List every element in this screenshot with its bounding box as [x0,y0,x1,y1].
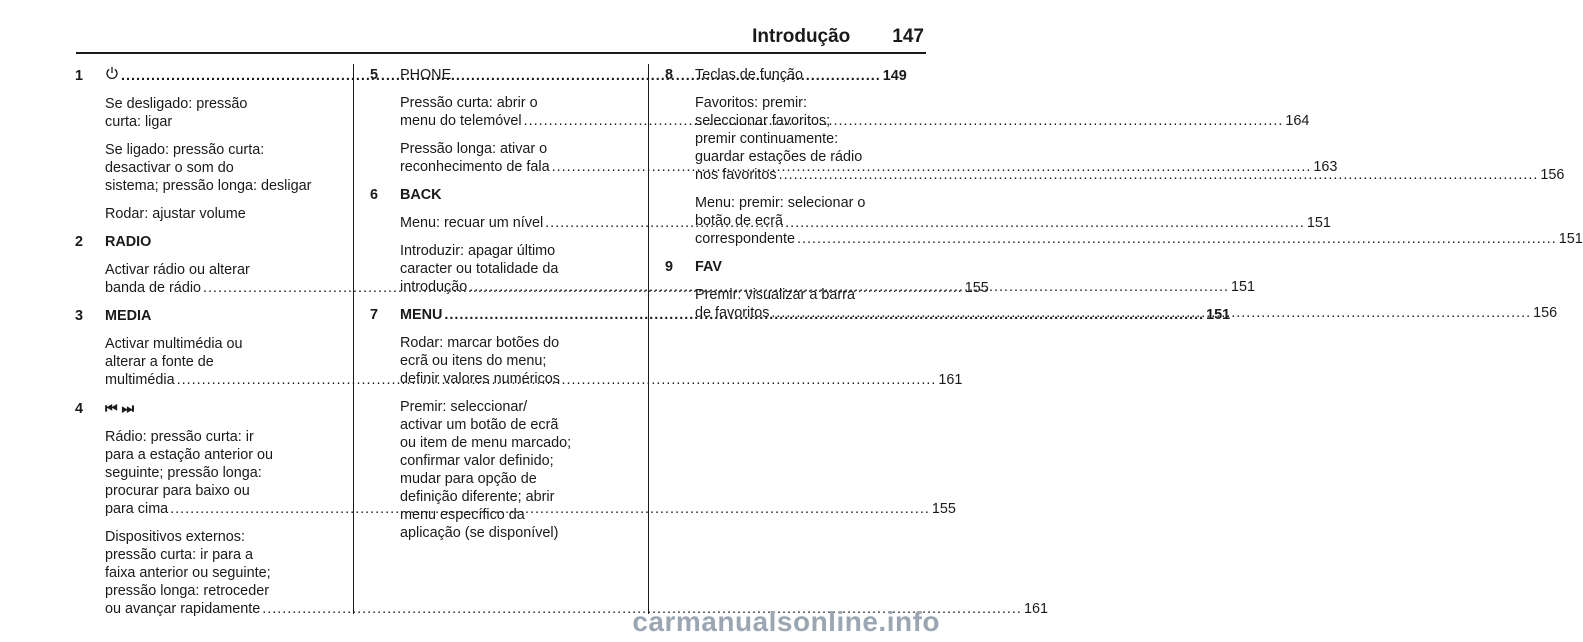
toc-text: para cima [105,501,169,517]
description-line: curta: ligar [105,114,173,130]
description-line: procurar para baixo ou [105,483,250,499]
item-title: Teclas de função [695,67,803,83]
page-reference[interactable]: 155 [931,501,956,517]
description [105,95,343,131]
item-number: 8 [665,67,674,83]
item-number: 5 [370,67,379,83]
page-reference[interactable]: 161 [1023,601,1048,617]
page-reference[interactable]: 151 [1206,307,1231,323]
description-line: Activar multimédia ou [105,336,243,352]
toc-text: multimédia [105,372,175,388]
description-line: premir continuamente: [695,131,839,147]
item-number: 6 [370,187,379,203]
toc-text: Menu: recuar um nível [400,215,544,231]
description-line: pressão longa: retroceder [105,583,269,599]
description-line: Dispositivos externos: [105,529,245,545]
description-line: Menu: premir: selecionar o [695,195,866,211]
page-reference[interactable]: 163 [1313,159,1338,175]
page-reference[interactable]: 151 [1230,279,1255,295]
item-title: BACK [400,187,442,203]
description-line: Introduzir: apagar último [400,243,556,259]
item-label [105,233,343,251]
description [105,141,343,195]
item-number: 9 [665,259,674,275]
item-title: FAV [695,259,722,275]
item-label [400,66,632,84]
item-title: MEDIA [105,308,152,324]
page-reference[interactable]: 156 [1533,305,1558,321]
description-line: Se desligado: pressão [105,96,248,112]
description-line: ecrã ou itens do menu; [400,353,547,369]
description-line: Activar rádio ou alterar [105,262,250,278]
item-number: 4 [75,401,84,417]
description [105,205,343,223]
item-label [695,258,927,276]
toc-text: nos favoritos [695,167,777,183]
description-line: confirmar valor definido; [400,453,554,469]
item-label [105,307,343,325]
description-line: activar um botão de ecrã [400,417,559,433]
item-heading [370,186,632,204]
description-line: Favoritos: premir: [695,95,807,111]
page-reference[interactable]: 151 [1306,215,1331,231]
section-title: Introdução [752,26,851,47]
item-number: 1 [75,68,84,84]
page-reference[interactable]: 164 [1285,113,1310,129]
leader-dots [779,166,1539,184]
page-reference[interactable]: 156 [1540,167,1565,183]
description [400,398,632,542]
description-line: seguinte; pressão longa: [105,465,262,481]
toc-line [695,230,1583,248]
page-reference[interactable]: 155 [964,280,989,296]
description-line: guardar estações de rádio [695,149,863,165]
description-line: Rodar: marcar botões do [400,335,560,351]
item-number: 2 [75,234,84,250]
power-icon [105,66,119,84]
description-line: Rodar: ajustar volume [105,206,246,222]
item-heading [75,399,343,418]
watermark: carmanualsonline.info [632,606,940,637]
description-line: caracter ou totalidade da [400,261,559,277]
item-heading [75,307,343,325]
description-line: aplicação (se disponível) [400,525,559,541]
column-divider [353,64,354,614]
item-title: RADIO [105,234,152,250]
description-line: para a estação anterior ou [105,447,274,463]
page-number: 147 [892,26,924,47]
description-line: sistema; pressão longa: desligar [105,178,312,194]
toc-text: MENU [400,307,443,323]
page-reference[interactable]: 149 [882,68,907,84]
description-line: Pressão curta: abrir o [400,95,538,111]
toc-text: banda de rádio [105,280,202,296]
toc-text: introdução [400,279,468,295]
description-line: pressão curta: ir para a [105,547,253,563]
column-divider [648,64,649,614]
description-line: ou item de menu marcado; [400,435,572,451]
toc-text: ou avançar rapidamente [105,601,261,617]
description-line: botão de ecrã [695,213,784,229]
description-line: Pressão longa: ativar o [400,141,548,157]
item-heading [370,66,632,84]
item-heading [75,233,343,251]
toc-text: correspondente [695,231,796,247]
description-line: alterar a fonte de [105,354,214,370]
description [400,334,632,388]
description-line: faixa anterior ou seguinte; [105,565,271,581]
description-line: Rádio: pressão curta: ir [105,429,254,445]
item-label [695,66,927,84]
toc-line [105,600,1048,618]
item-number: 7 [370,307,379,323]
item-label [400,186,632,204]
description-line: menu específico da [400,507,525,523]
header-rule [76,52,926,54]
description-line: mudar para opção de [400,471,537,487]
description-line: Premir: visualizar a barra [695,287,855,303]
page-reference[interactable]: 151 [1558,231,1583,247]
item-heading [665,66,927,84]
skip-back-forward-icon: ⏮ ⏭ [105,400,135,416]
description-line: desactivar o som do [105,160,234,176]
description-line: definir valores numéricos [400,371,560,387]
page-reference[interactable]: 161 [938,372,963,388]
description-line: Se ligado: pressão curta: [105,142,265,158]
description-line: seleccionar favoritos; [695,113,831,129]
toc-text: menu do telemóvel [400,113,522,129]
leader-dots [797,230,1557,248]
page-header [752,26,924,48]
toc-text: de favoritos [695,305,770,321]
description [695,194,1583,248]
item-label [105,399,343,417]
item-title: PHONE [400,67,452,83]
item-heading [665,258,927,276]
toc-text: reconhecimento de fala [400,159,550,175]
description-line: Premir: seleccionar/ [400,399,528,415]
description-line: definição diferente; abrir [400,489,555,505]
leader-dots [771,304,1531,322]
item-number: 3 [75,308,84,324]
